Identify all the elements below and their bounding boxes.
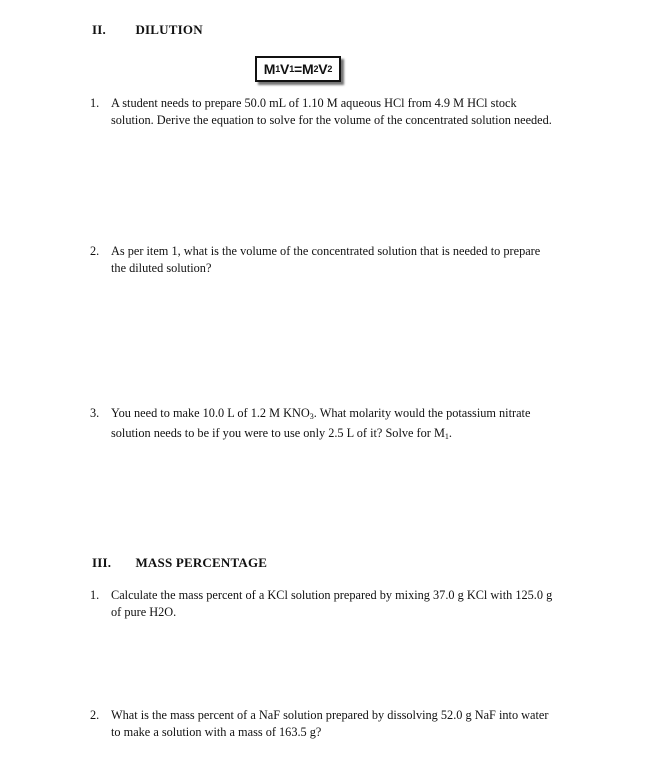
formula-sub: 1 [275,64,281,74]
formula-sub: 2 [327,64,333,74]
question-text-line: the diluted solution? [111,261,212,275]
question-text-line [111,425,590,445]
question-number: 1. [90,588,100,602]
question-number: 2. [90,244,100,258]
question-dilution-3 [90,405,590,445]
section-number: II. [92,22,106,37]
question-text-line: A student needs to prepare 50.0 mL of 1.10 M aqueous HCl from 4.9 M HCl stock [111,96,517,110]
section-heading-mass-percentage [92,555,267,571]
question-number: 1. [90,96,100,110]
text-segment: . [448,426,452,440]
section-title: DILUTION [135,22,203,37]
subscript: 1 [444,432,449,441]
question-text-line: Calculate the mass percent of a KCl solution prepared by mixing 37.0 g KCl with 125.0 g [111,588,553,602]
section-title: MASS PERCENTAGE [135,555,268,570]
question-dilution-1 [90,95,590,129]
subscript: 3 [309,412,314,421]
formula-sub: 2 [313,64,319,74]
formula-v2: V [318,61,328,77]
question-text-line [111,405,590,425]
formula-m2: M [301,61,314,77]
question-text-line: of pure H2O. [111,605,177,619]
question-number: 3. [90,406,100,420]
formula-m1: M [263,61,276,77]
question-text-line: What is the mass percent of a NaF solution prepared by dissolving 52.0 g NaF into water [111,708,549,722]
formula-v1: V [280,61,290,77]
section-heading-dilution [92,22,203,38]
text-segment: . What molarity would the potassium nitrate [313,406,531,420]
formula-equals: = [294,61,302,77]
text-segment: You need to make 10.0 L of 1.2 M KNO [111,406,310,420]
question-mass-percentage-2 [90,707,590,741]
question-number: 2. [90,708,100,722]
question-text-line: As per item 1, what is the volume of the concentrated solution that is needed to prepare [111,244,541,258]
section-number: III. [92,555,112,570]
question-text-line: solution. Derive the equation to solve for the volume of the concentrated solution needed. [111,113,552,127]
formula-sub: 1 [289,64,294,74]
question-mass-percentage-1 [90,587,590,621]
dilution-formula-box [255,56,341,82]
text-segment: solution needs to be if you were to use only 2.5 L of it? Solve for M [111,426,445,440]
question-dilution-2 [90,243,590,277]
question-text-line: to make a solution with a mass of 163.5 g? [111,725,322,739]
